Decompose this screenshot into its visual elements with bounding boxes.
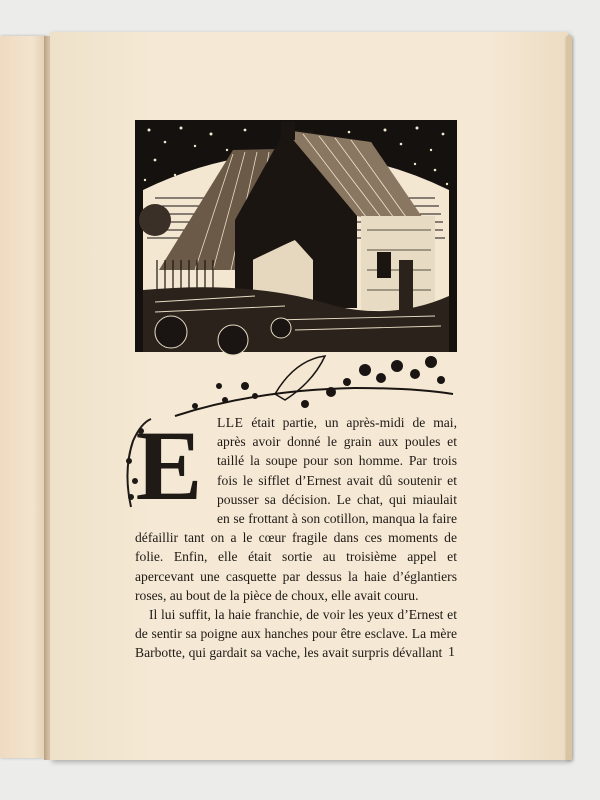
- paragraph-2: Il lui suffit, la haie franchie, de voir les yeux d’Ernest et de sentir sa poigne aux hanches pour être esclave. La mère Barbotte, qui gardait sa vache, les avait surpris dévallant: [135, 607, 457, 661]
- dropcap-letter: E: [135, 411, 203, 511]
- cabbage-center: [218, 325, 248, 355]
- cabbage-small: [271, 318, 291, 338]
- paragraph-1-lead: LLE: [217, 415, 244, 430]
- page-number: 1: [448, 645, 455, 660]
- page-edge: [566, 36, 572, 760]
- chimney: [281, 122, 295, 140]
- woodcut-illustration: [135, 120, 457, 420]
- left-page: [0, 36, 46, 758]
- paragraph-1-rest: était partie, un après-midi de mai, après avoir donné le grain aux poules et taillé la soupe pour son homme. Par trois fois le sifflet d’Ernest avait dû soutenir et pousser sa décision. Le chat, qui miaulait en se frottant à son cotillon, manqua la faire défaillir tant on a le cœur fragile dans ces moments de folie. Enfin, elle était sortie au troisième appel et apercevant une casquette par dessus la haie d’églantiers roses, au bout de la pièce de choux, elle avait couru.: [135, 415, 457, 603]
- doorway: [399, 260, 413, 310]
- window: [377, 252, 391, 278]
- garland-stem: [175, 388, 453, 416]
- tree: [139, 204, 171, 236]
- cabbage-left: [155, 316, 187, 348]
- ornamental-dropcap: [121, 411, 213, 511]
- flower-garland: [301, 356, 445, 408]
- body-text: [135, 413, 457, 663]
- garland-blossoms: [192, 382, 258, 409]
